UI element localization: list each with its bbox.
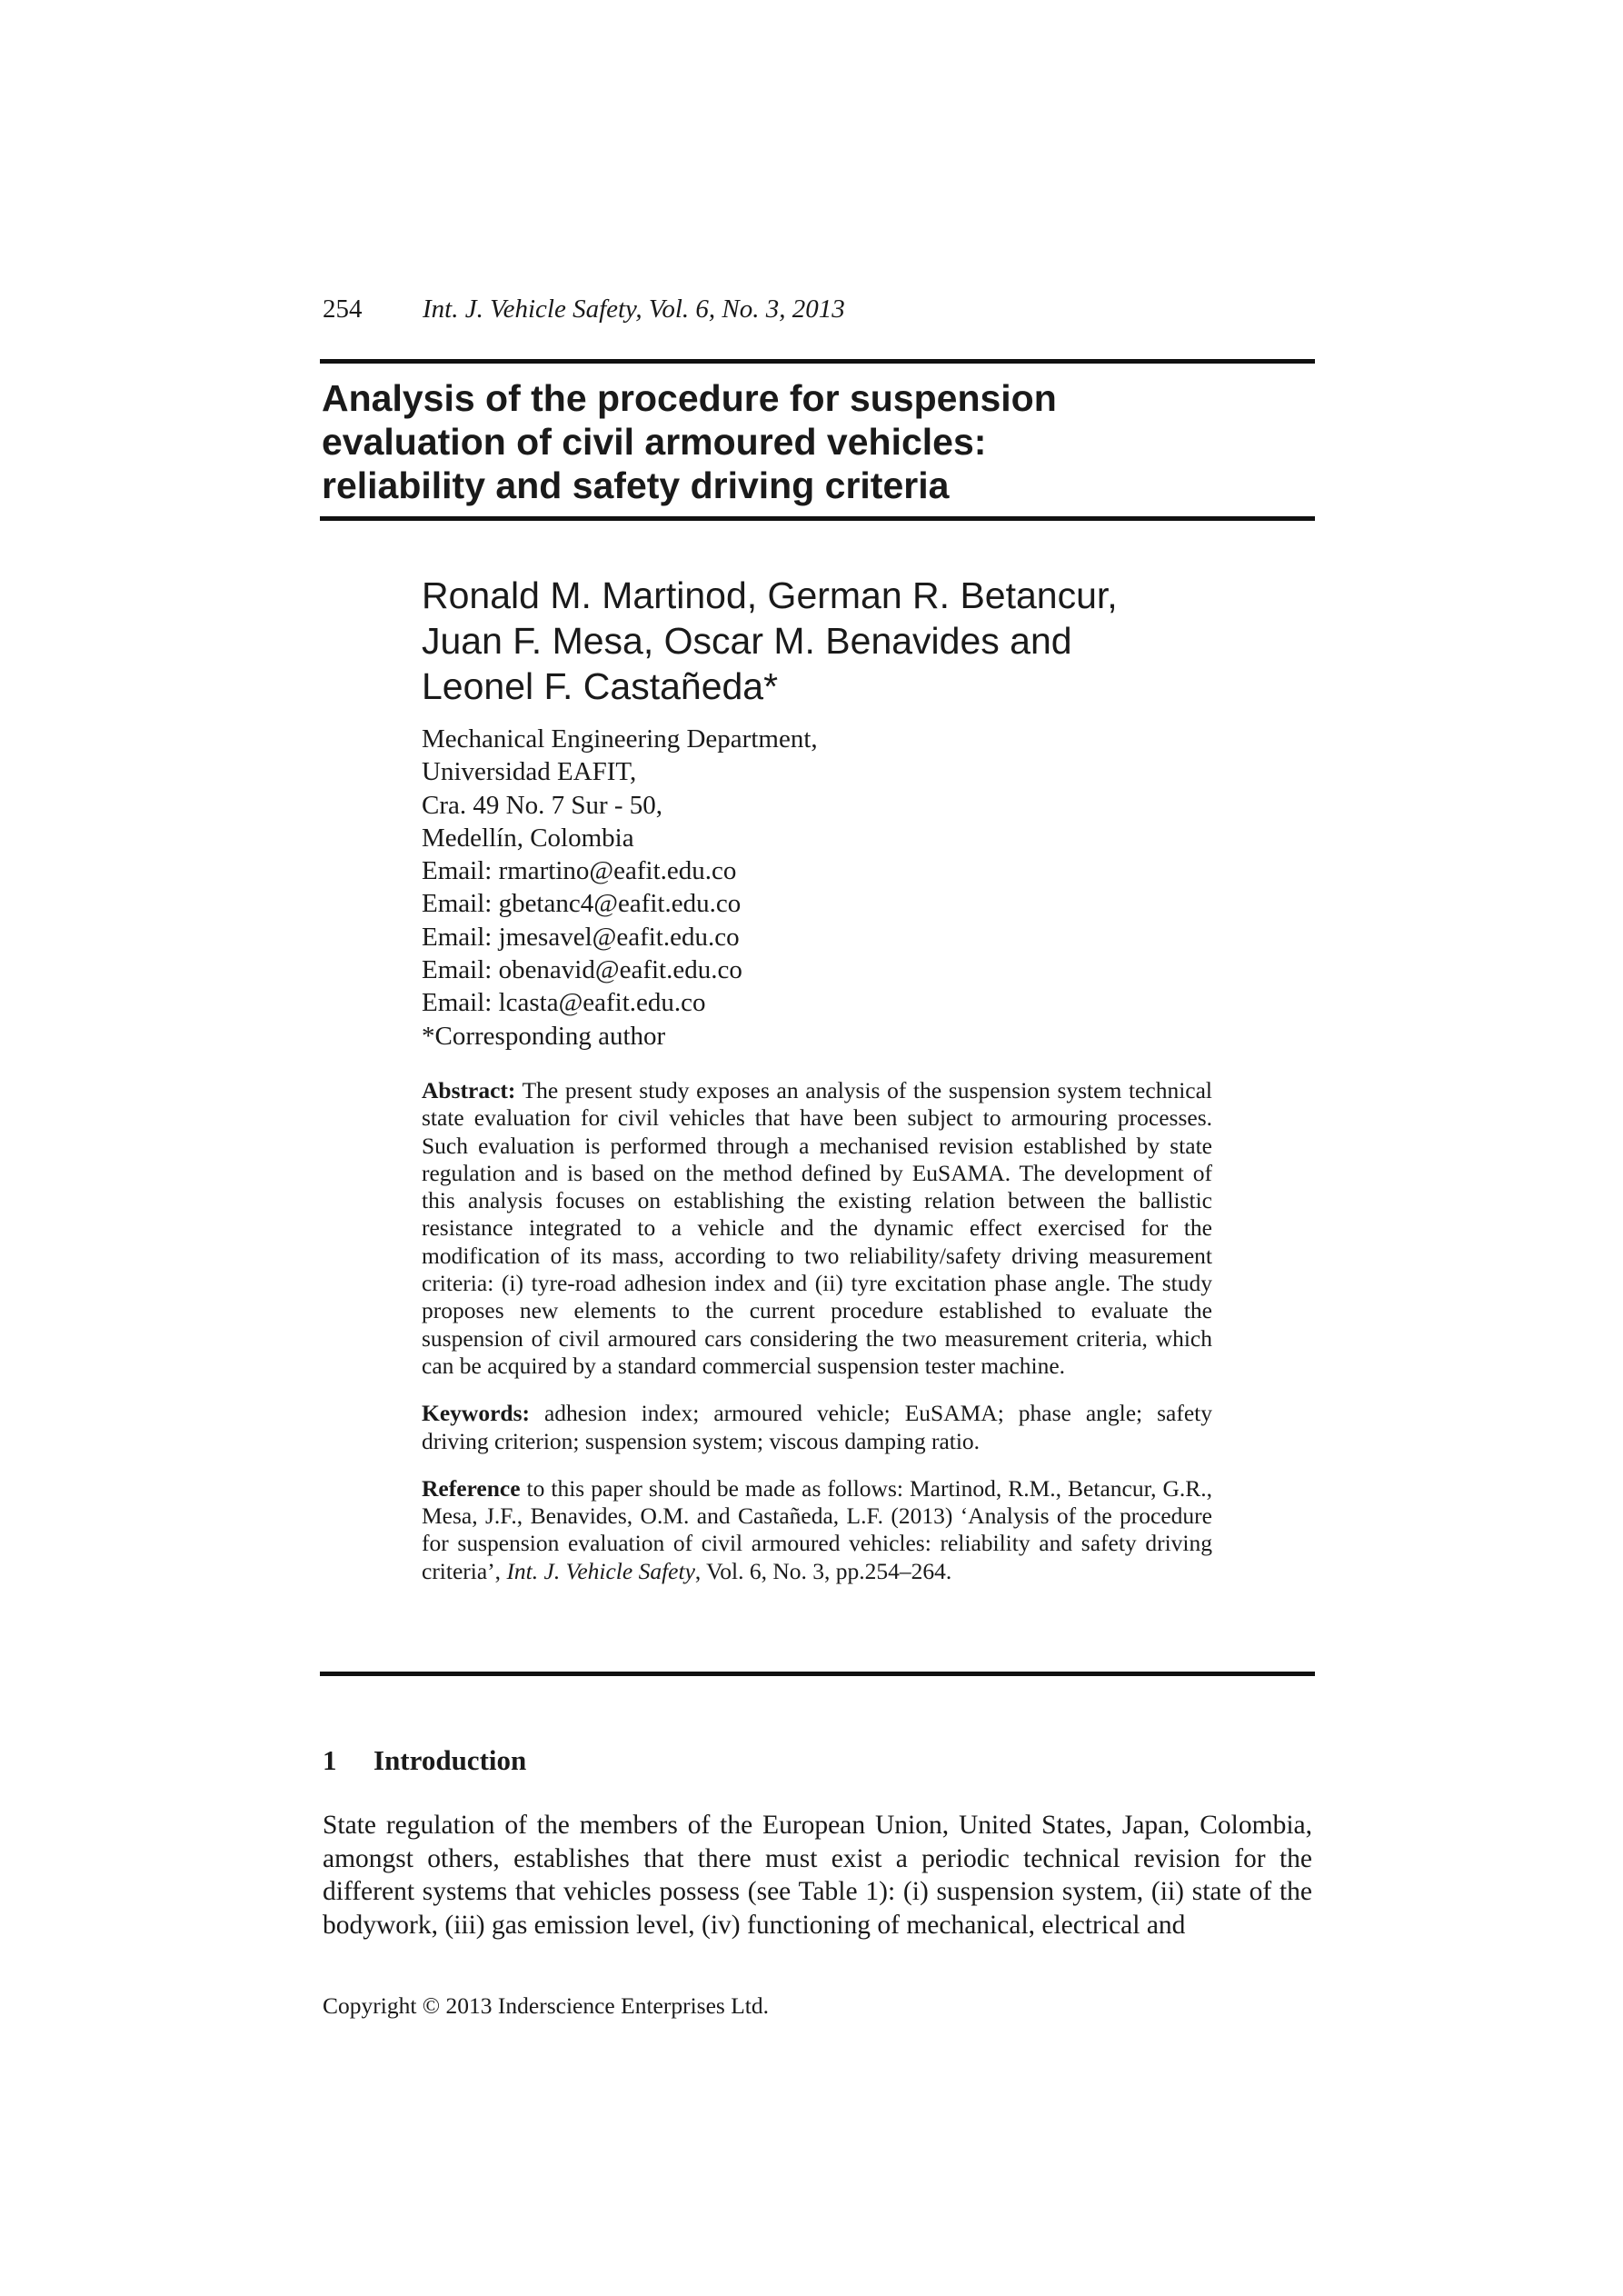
abstract-block [422, 1077, 1212, 1585]
title-line: Analysis of the procedure for suspension [322, 377, 1057, 419]
copyright-notice: Copyright © 2013 Inderscience Enterprises Ltd. [323, 1992, 769, 2019]
affiliation-block [422, 723, 1240, 1053]
reference [422, 1475, 1212, 1585]
title-line: reliability and safety driving criteria [322, 464, 950, 506]
email-line: Email: gbetanc4@eafit.edu.co [422, 889, 742, 919]
keywords-label: Keywords: [422, 1400, 530, 1427]
affiliation-line: Cra. 49 No. 7 Sur - 50, [422, 790, 663, 820]
reference-journal: Int. J. Vehicle Safety [506, 1557, 695, 1584]
journal-citation: Int. J. Vehicle Safety, Vol. 6, No. 3, 2013 [423, 294, 845, 324]
intro-paragraph: State regulation of the members of the European Union, United States, Japan, Colombia, amongst others, establishes that there must exist a periodic technical revision for the different systems that vehicles possess (see Table 1): (i) suspension system, (ii) state of the bodywork, (iii) gas emission level, (iv) functioning of mechanical, electrical and [323, 1811, 1312, 1940]
section-heading [323, 1743, 526, 1778]
abstract-text: The present study exposes an analysis of the suspension system technical state evaluation for civil vehicles that have been subject to armouring processes. Such evaluation is performed through a mechanised revision established by state regulation and is based on the method defined by EuSAMA. The development of this analysis focuses on establishing the existing relation between the ballistic resistance integrated to a vehicle and the dynamic effect exercised for the modification of its mass, according to two reliability/safety driving measurement criteria: (i) tyre-road adhesion index and (ii) tyre excitation phase angle. The study proposes new elements to the current procedure established to evaluate the suspension of civil armoured cars considering the two measurement criteria, which can be acquired by a standard commercial suspension tester machine. [422, 1077, 1212, 1379]
title-bottom-rule [320, 516, 1315, 521]
affiliation-line: Mechanical Engineering Department, [422, 724, 818, 754]
reference-text-end: , Vol. 6, No. 3, pp.254–264. [694, 1557, 952, 1584]
page-number: 254 [323, 294, 363, 324]
author-line: Leonel F. Castañeda* [422, 665, 779, 707]
email-line: Email: lcasta@eafit.edu.co [422, 988, 706, 1018]
reference-text: to this paper should be made as follows: Martinod, R.M., Betancur, G.R., Mesa, J.F., Benavides, O.M. and Castañeda, L.F. (2013) ‘Analysis of the procedure for suspension evaluation of civil armoured vehicles: reliability and safety driving criteria’, [422, 1474, 1212, 1584]
author-line: Juan F. Mesa, Oscar M. Benavides and [422, 620, 1072, 662]
affiliation-line: Universidad EAFIT, [422, 757, 637, 787]
corresponding-author-note: *Corresponding author [422, 1021, 666, 1051]
author-line: Ronald M. Martinod, German R. Betancur, [422, 574, 1118, 616]
email-line: Email: rmartino@eafit.edu.co [422, 856, 737, 886]
paper-title [322, 376, 1230, 507]
running-head [323, 293, 845, 325]
abstract [422, 1077, 1212, 1380]
affiliation-line: Medellín, Colombia [422, 823, 634, 853]
title-top-rule [320, 359, 1315, 364]
email-line: Email: jmesavel@eafit.edu.co [422, 922, 740, 952]
section-number: 1 [323, 1744, 337, 1776]
abstract-label: Abstract: [422, 1077, 516, 1103]
keywords-text: adhesion index; armoured vehicle; EuSAMA; phase angle; safety driving criterion; suspension system; viscous damping ratio. [422, 1400, 1212, 1454]
abstract-bottom-rule [320, 1672, 1315, 1676]
email-line: Email: obenavid@eafit.edu.co [422, 955, 742, 985]
title-line: evaluation of civil armoured vehicles: [322, 421, 987, 463]
reference-label: Reference [422, 1474, 521, 1502]
author-list [422, 573, 1240, 709]
section-title: Introduction [373, 1744, 527, 1776]
keywords [422, 1400, 1212, 1455]
